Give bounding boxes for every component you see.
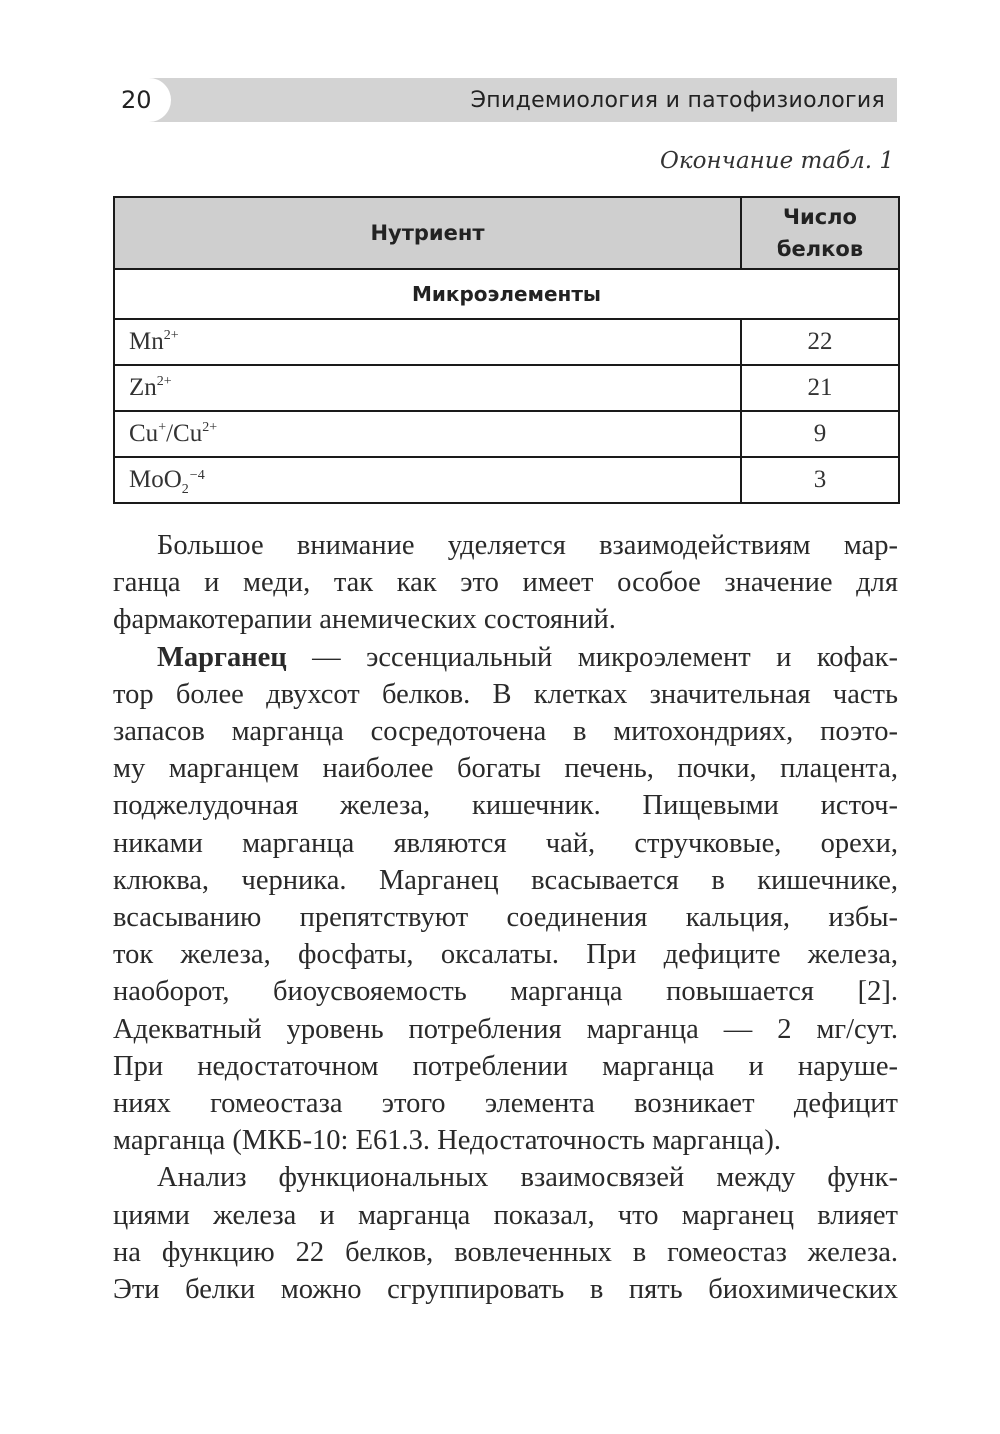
text-line: запасов марганца сосредоточена в митохондриях, поэто- (113, 716, 898, 748)
section-label: Микроэлементы (114, 269, 899, 319)
paragraph (113, 1159, 898, 1308)
text-line: При недостаточном потреблении марганца и наруше- (113, 1050, 898, 1082)
header-bar (139, 78, 897, 122)
nutrient-table (113, 196, 900, 504)
text-line: ниях гомеостаза этого элемента возникает дефицит (113, 1088, 898, 1120)
text-line: ток железа, фосфаты, оксалаты. При дефиците железа, (113, 939, 898, 971)
text-line: фармакотерапии анемических состояний. (113, 604, 616, 636)
text-line: Адекватный уровень потребления марганца — 2 мг/сут. (113, 1013, 898, 1045)
text-line: клюква, черника. Марганец всасывается в кишечнике, (113, 864, 898, 896)
term-bold: Марганец (157, 641, 287, 673)
table-header-row (114, 197, 899, 269)
text-line: марганца (МКБ-10: E61.3. Недостаточность марганца). (113, 1125, 782, 1157)
protein-count-cell: 9 (741, 411, 899, 457)
protein-count-cell: 22 (741, 319, 899, 365)
text-line: никами марганца являются чай, стручковые, орехи, (113, 827, 898, 859)
page-number: 20 (121, 86, 152, 114)
paragraph (113, 639, 898, 1160)
text-line: Эти белки можно сгруппировать в пять биохимических (113, 1274, 898, 1306)
column-header-protein-count (741, 197, 899, 269)
text-line: Марганец — эссенциальный микроэлемент и кофак- (157, 641, 898, 673)
chapter-title: Эпидемиология и патофизиология (470, 87, 885, 113)
running-header (113, 78, 897, 122)
table-row (114, 365, 899, 411)
nutrient-cell: $Cu^+/Cu^{2+}$ (114, 411, 741, 457)
nutrient-cell: $Zn^{2+}$ (114, 365, 741, 411)
table-row (114, 411, 899, 457)
paragraph (113, 527, 898, 639)
nutrient-cell: MoO$_2^{-4}$ (114, 457, 741, 503)
text-line: Большое внимание уделяется взаимодействиям мар- (157, 530, 898, 561)
text-line: на функцию 22 белков, вовлеченных в гомеостаз железа. (113, 1236, 898, 1268)
text-line: всасыванию препятствуют соединения кальция, избы- (113, 902, 898, 934)
table-caption: Окончание табл. 1 (660, 148, 894, 174)
protein-count-cell: 21 (741, 365, 899, 411)
text-line: наоборот, биоусвояемость марганца повышается [2]. (113, 976, 898, 1008)
protein-count-cell: 3 (741, 457, 899, 503)
text-line: Анализ функциональных взаимосвязей между функ- (157, 1162, 898, 1194)
text-line: ганца и меди, так как это имеет особое значение для (113, 567, 898, 599)
column-header-line: Число (783, 205, 857, 229)
table-row (114, 457, 899, 503)
column-header-nutrient: Нутриент (114, 197, 741, 269)
table-row (114, 319, 899, 365)
text-line: му марганцем наиболее богаты печень, почки, плацента, (113, 753, 898, 785)
text-line: тор более двухсот белков. В клетках значительная часть (113, 678, 898, 710)
page-number-tab (113, 78, 171, 122)
section-row (114, 269, 899, 319)
nutrient-cell: $Mn^{2+}$ (114, 319, 741, 365)
text-line: поджелудочная железа, кишечник. Пищевыми источ- (113, 790, 898, 822)
body-text (113, 527, 898, 1308)
column-header-line: белков (776, 237, 864, 261)
text-line: циями железа и марганца показал, что марганец влияет (113, 1199, 898, 1231)
